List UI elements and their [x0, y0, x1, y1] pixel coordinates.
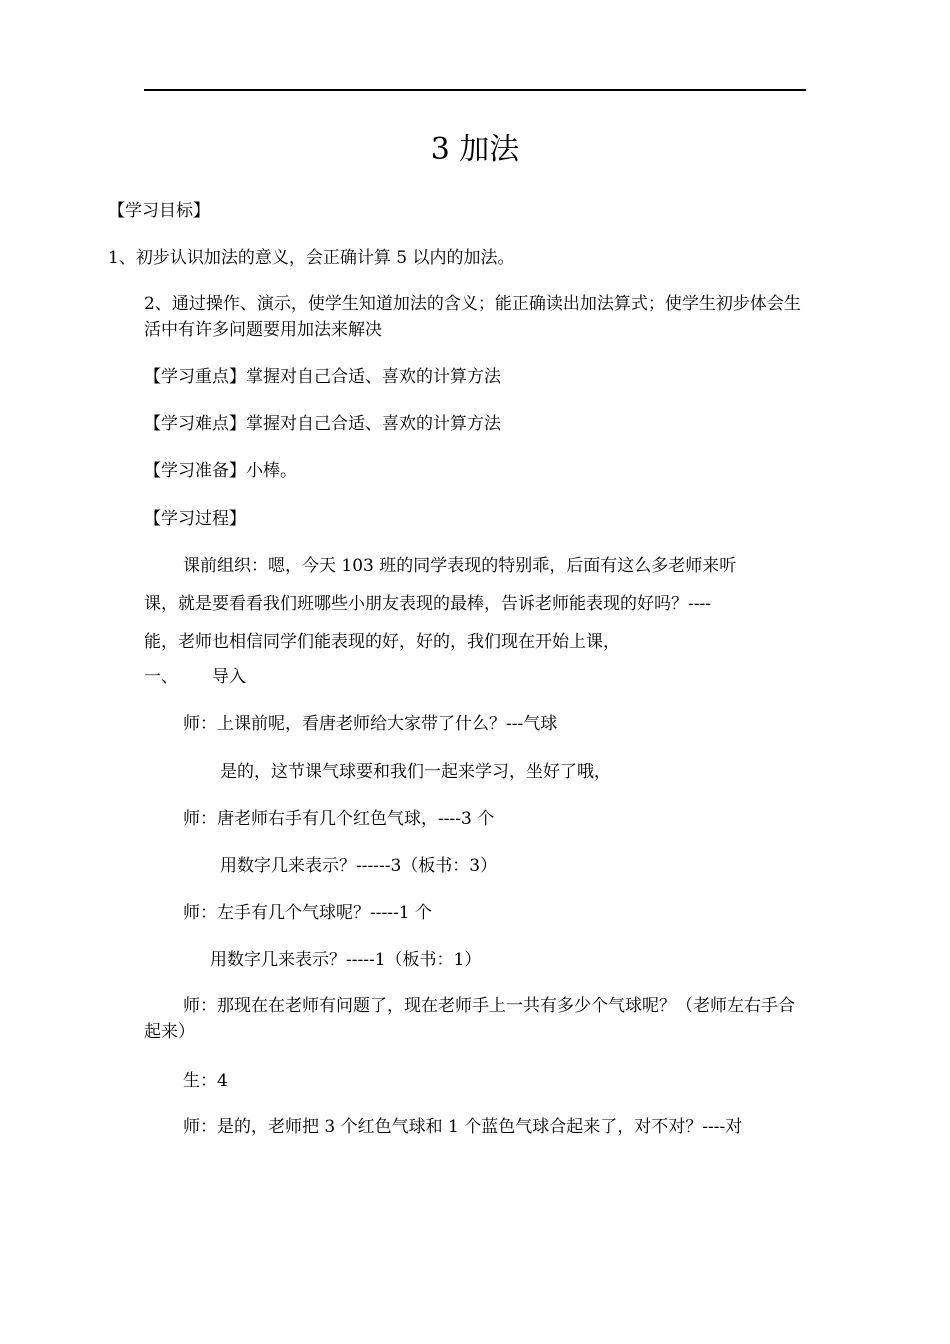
preparation: 【学习准备】小棒。 — [144, 461, 297, 481]
dialogue-line: 用数字几来表示？------3（板书：3） — [220, 856, 498, 876]
dialogue-line: 是的，这节课气球要和我们一起来学习，坐好了哦， — [220, 762, 611, 782]
dialogue-line: 用数字几来表示？-----1（板书：1） — [210, 950, 482, 970]
difficult-point: 【学习难点】掌握对自己合适、喜欢的计算方法 — [144, 414, 501, 434]
section-1-label: 导入 — [212, 667, 246, 687]
dialogue-line: 师：那现在在老师有问题了，现在老师手上一共有多少个气球呢？（老师左右手合起来） — [144, 996, 795, 1042]
objective-1: 1、初步认识加法的意义，会正确计算 5 以内的加法。 — [108, 248, 515, 268]
objectives-heading: 【学习目标】 — [108, 201, 210, 221]
section-1-number: 一、 — [144, 667, 178, 687]
intro-line-2: 课，就是要看看我们班哪些小朋友表现的最棒，告诉老师能表现的好吗？---- — [144, 594, 711, 614]
process-heading: 【学习过程】 — [144, 509, 246, 529]
dialogue-line: 师：左手有几个气球呢？-----1 个 — [183, 903, 432, 923]
dialogue-line: 师：唐老师右手有几个红色气球，----3 个 — [183, 809, 495, 829]
intro-line-3: 能，老师也相信同学们能表现的好，好的，我们现在开始上课， — [144, 632, 620, 652]
dialogue-line: 师：是的，老师把 3 个红色气球和 1 个蓝色气球合起来了，对不对？----对 — [183, 1117, 743, 1137]
intro-line-1: 课前组织：嗯，今天 103 班的同学表现的特别乖，后面有这么多老师来听 — [183, 556, 737, 576]
objective-2: 2、通过操作、演示，使学生知道加法的含义；能正确读出加法算式；使学生初步体会生活中有许多问题要用加法来解决 — [144, 294, 801, 340]
dialogue-line: 生：4 — [183, 1071, 228, 1091]
dialogue-line: 师：上课前呢，看唐老师给大家带了什么？---气球 — [183, 714, 558, 734]
key-point: 【学习重点】掌握对自己合适、喜欢的计算方法 — [144, 367, 501, 387]
header-rule — [144, 89, 806, 91]
document-title: 3 加法 — [430, 132, 520, 167]
